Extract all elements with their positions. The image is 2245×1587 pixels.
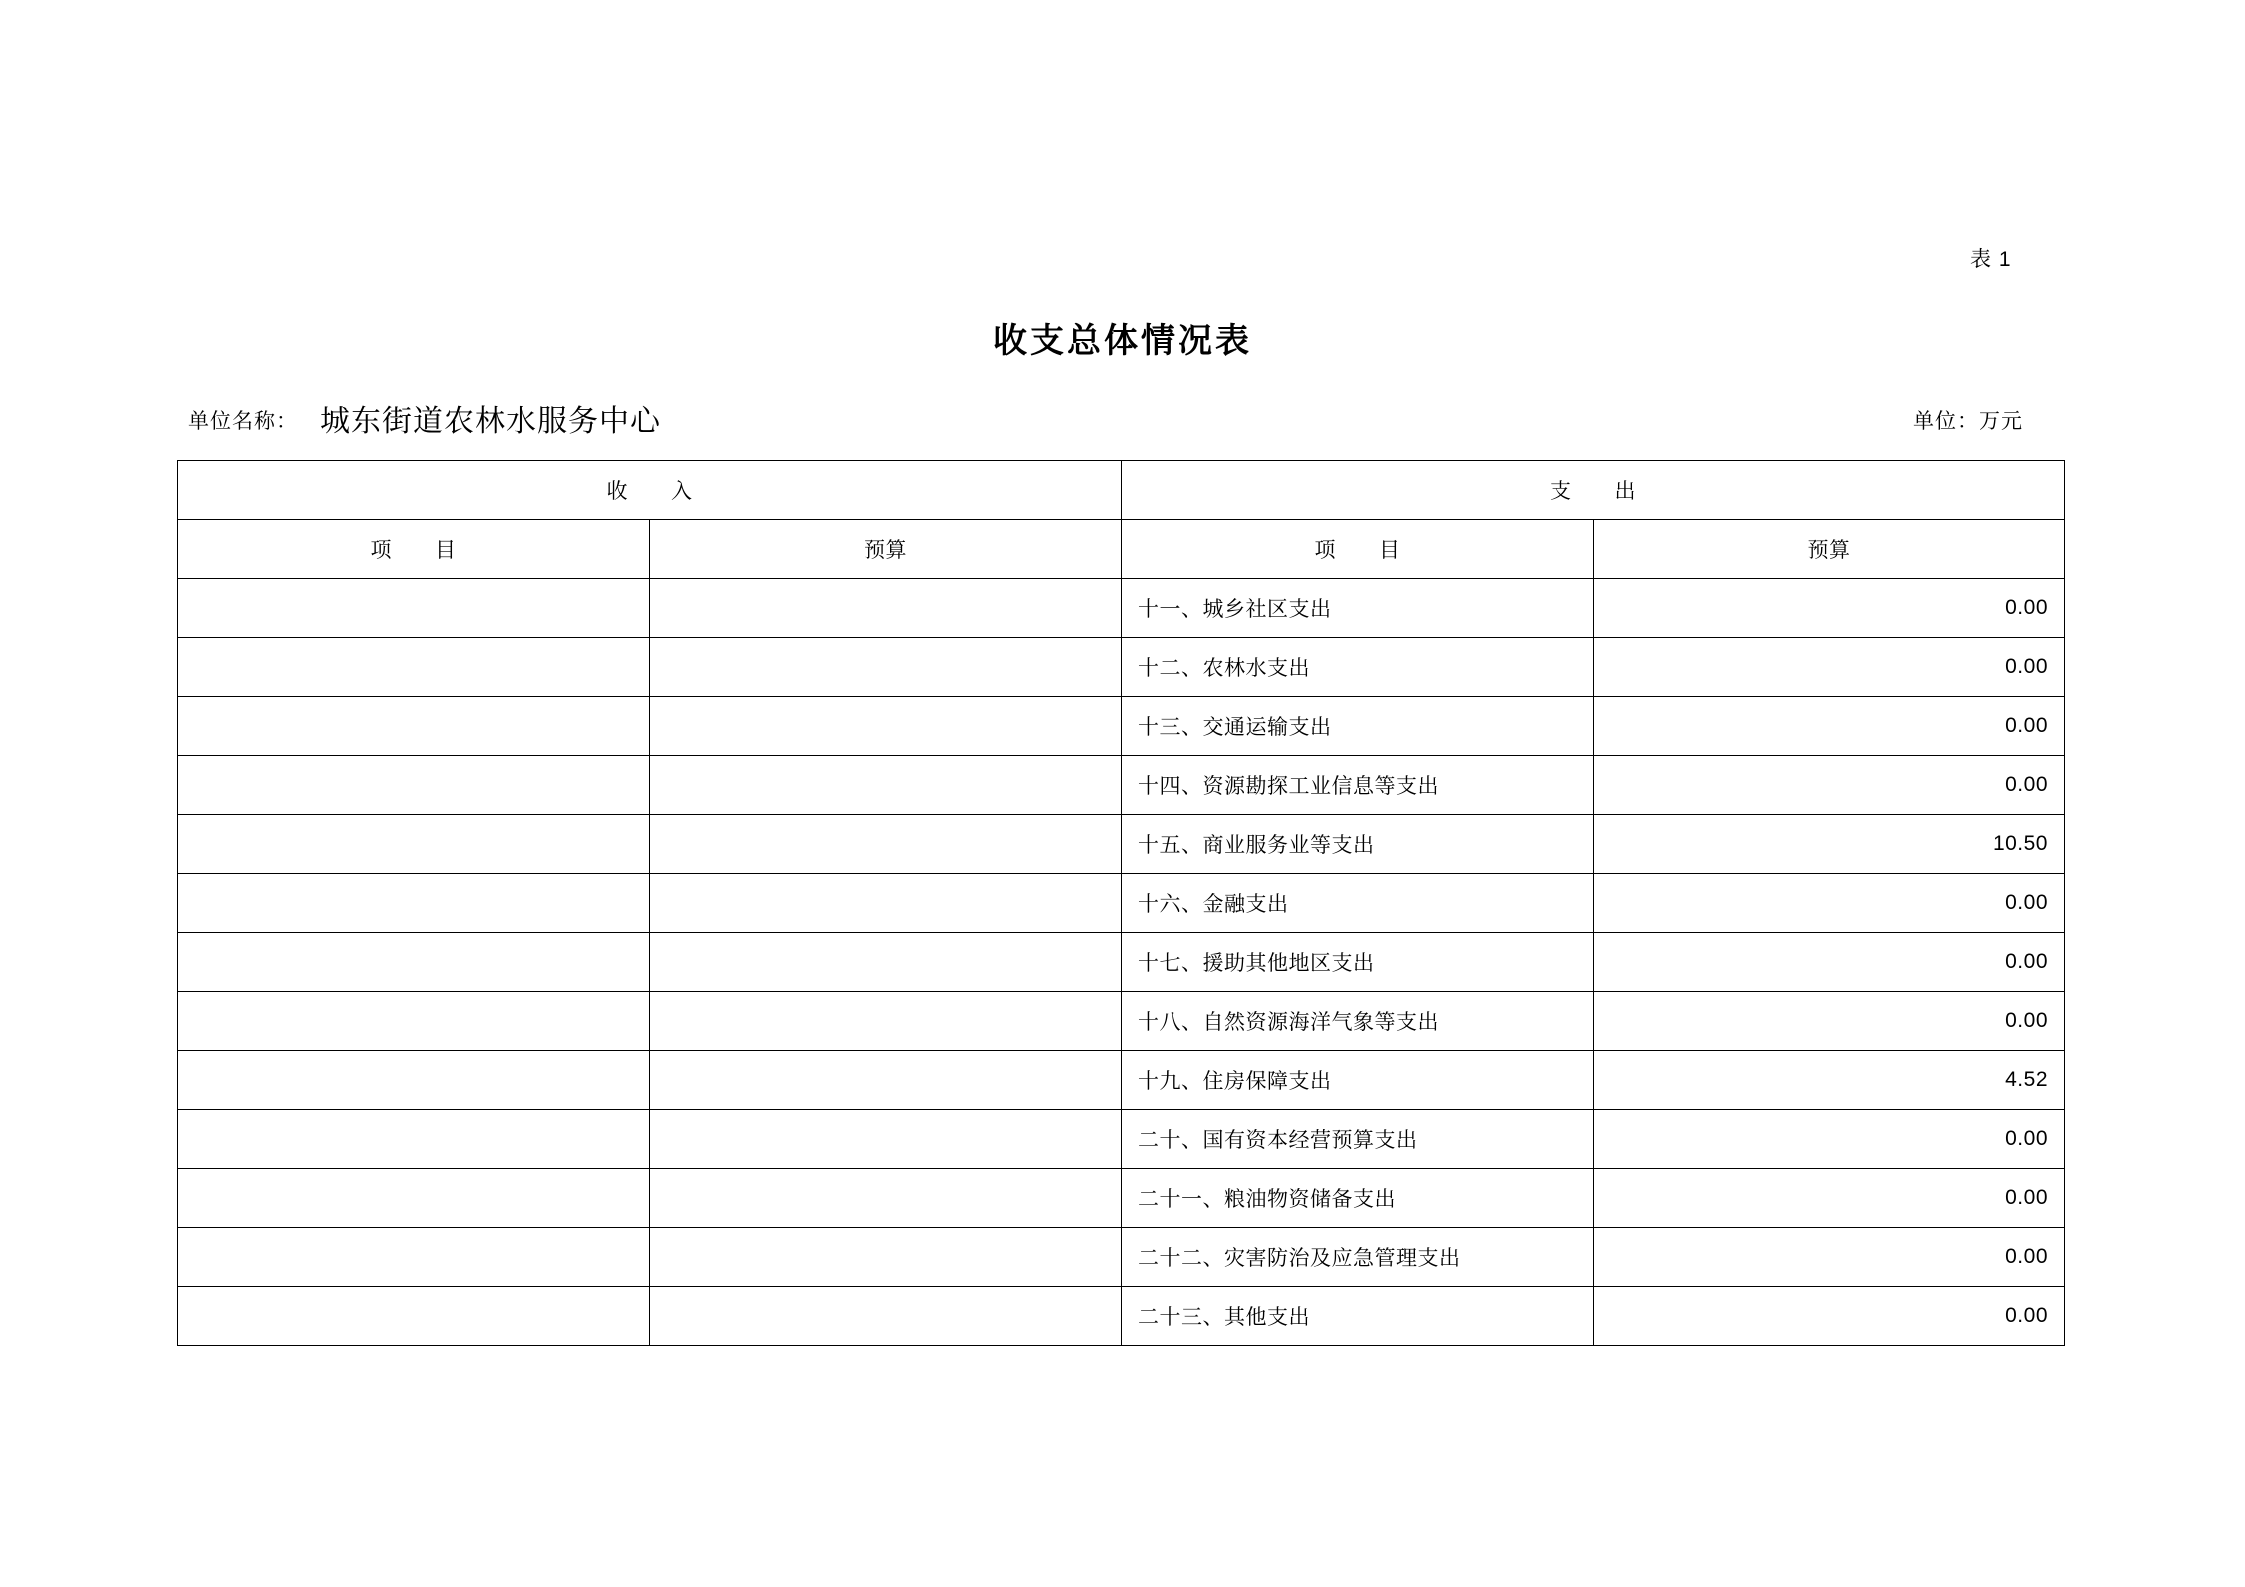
cell-expenditure-item: 二十三、其他支出 (1122, 1287, 1594, 1346)
cell-expenditure-item: 二十二、灾害防治及应急管理支出 (1122, 1228, 1594, 1287)
cell-income-budget (650, 638, 1122, 697)
cell-income-item (178, 815, 650, 874)
table-row (178, 992, 2065, 1051)
cell-expenditure-item: 十八、自然资源海洋气象等支出 (1122, 992, 1594, 1051)
unit-of-measure: 单位：万元 (1913, 410, 2023, 433)
table-row (178, 815, 2065, 874)
table-row (178, 1051, 2065, 1110)
cell-income-item (178, 697, 650, 756)
cell-income-item (178, 1051, 650, 1110)
table-number: 表 1 (1970, 248, 2012, 271)
cell-expenditure-item: 二十、国有资本经营预算支出 (1122, 1110, 1594, 1169)
cell-expenditure-item: 十七、援助其他地区支出 (1122, 933, 1594, 992)
cell-income-item (178, 933, 650, 992)
table-row (178, 1228, 2065, 1287)
cell-income-budget (650, 1287, 1122, 1346)
cell-expenditure-budget: 0.00 (1594, 992, 2065, 1051)
budget-table (177, 460, 2065, 1346)
cell-expenditure-budget: 0.00 (1594, 638, 2065, 697)
cell-income-item (178, 579, 650, 638)
cell-expenditure-budget: 0.00 (1594, 1110, 2065, 1169)
page-title: 收支总体情况表 (993, 322, 1252, 360)
unit-name-label: 单位名称： (188, 410, 298, 433)
cell-expenditure-budget: 0.00 (1594, 697, 2065, 756)
cell-income-item (178, 1228, 650, 1287)
cell-expenditure-item: 十二、农林水支出 (1122, 638, 1594, 697)
cell-income-budget (650, 933, 1122, 992)
cell-expenditure-budget: 10.50 (1594, 815, 2065, 874)
column-header-expenditure-budget: 预算 (1594, 520, 2065, 579)
cell-income-budget (650, 1051, 1122, 1110)
table-row (178, 1287, 2065, 1346)
table-row (178, 579, 2065, 638)
cell-expenditure-budget: 4.52 (1594, 1051, 2065, 1110)
cell-expenditure-budget: 0.00 (1594, 1287, 2065, 1346)
cell-expenditure-budget: 0.00 (1594, 1228, 2065, 1287)
cell-expenditure-item: 十一、城乡社区支出 (1122, 579, 1594, 638)
cell-income-budget (650, 815, 1122, 874)
cell-expenditure-item: 十四、资源勘探工业信息等支出 (1122, 756, 1594, 815)
table-row (178, 756, 2065, 815)
cell-income-item (178, 1110, 650, 1169)
cell-expenditure-budget: 0.00 (1594, 1169, 2065, 1228)
cell-expenditure-budget: 0.00 (1594, 933, 2065, 992)
cell-income-budget (650, 756, 1122, 815)
cell-income-item (178, 1169, 650, 1228)
cell-income-budget (650, 579, 1122, 638)
cell-income-item (178, 992, 650, 1051)
column-header-income-budget: 预算 (650, 520, 1122, 579)
cell-expenditure-budget: 0.00 (1594, 874, 2065, 933)
cell-expenditure-item: 二十一、粮油物资储备支出 (1122, 1169, 1594, 1228)
cell-income-item (178, 638, 650, 697)
cell-income-budget (650, 992, 1122, 1051)
cell-income-budget (650, 874, 1122, 933)
cell-expenditure-budget: 0.00 (1594, 756, 2065, 815)
table-column-header-row (178, 520, 2065, 579)
cell-income-budget (650, 697, 1122, 756)
group-header-income: 收 入 (178, 461, 1122, 520)
cell-expenditure-item: 十五、商业服务业等支出 (1122, 815, 1594, 874)
cell-income-budget (650, 1228, 1122, 1287)
table-row (178, 933, 2065, 992)
column-header-income-item: 项 目 (178, 520, 650, 579)
cell-expenditure-item: 十六、金融支出 (1122, 874, 1594, 933)
cell-expenditure-budget: 0.00 (1594, 579, 2065, 638)
cell-income-item (178, 1287, 650, 1346)
table-row (178, 697, 2065, 756)
table-row (178, 1169, 2065, 1228)
table-row (178, 874, 2065, 933)
table-group-header-row (178, 461, 2065, 520)
table-row (178, 1110, 2065, 1169)
cell-income-budget (650, 1110, 1122, 1169)
cell-income-budget (650, 1169, 1122, 1228)
cell-income-item (178, 756, 650, 815)
unit-name-value: 城东街道农林水服务中心 (320, 405, 661, 438)
column-header-expenditure-item: 项 目 (1122, 520, 1594, 579)
table-row (178, 638, 2065, 697)
cell-expenditure-item: 十九、住房保障支出 (1122, 1051, 1594, 1110)
group-header-expenditure: 支 出 (1122, 461, 2065, 520)
cell-expenditure-item: 十三、交通运输支出 (1122, 697, 1594, 756)
cell-income-item (178, 874, 650, 933)
